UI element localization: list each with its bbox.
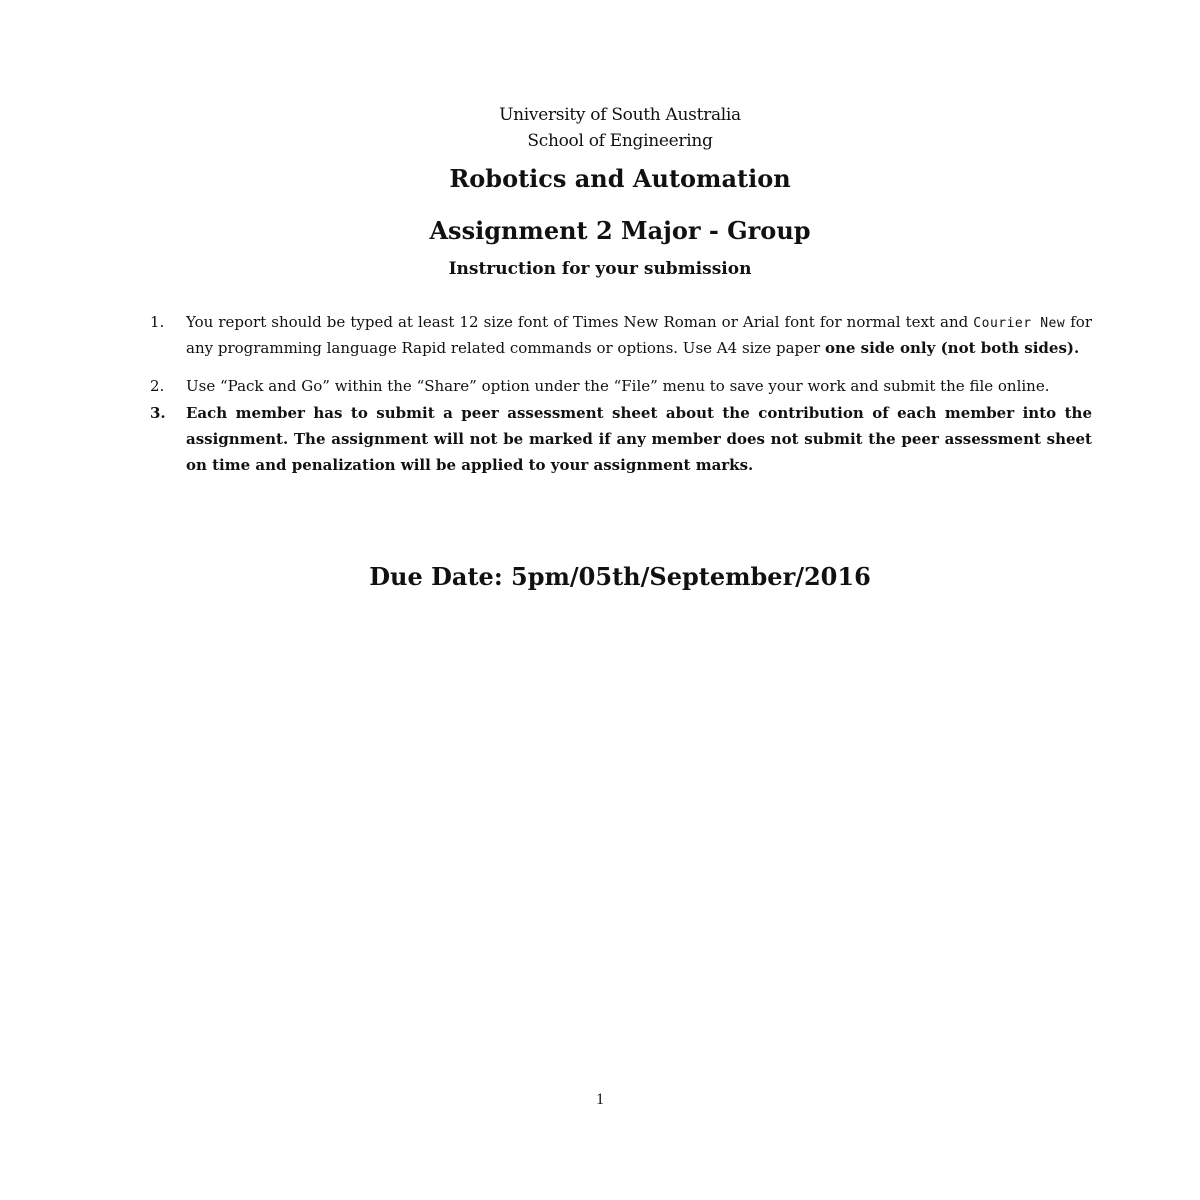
instruction-text: You report should be typed at least 12 size font of Times New Roman or Arial font for normal text and <box>186 313 974 331</box>
instruction-text: Use “Pack and Go” within the “Share” option under the “File” menu to save your work and submit the file online. <box>186 377 1050 395</box>
instruction-item-2 <box>150 374 1092 399</box>
course-title: Robotics and Automation <box>449 164 791 193</box>
assignment-title: Assignment 2 Major - Group <box>429 216 811 245</box>
page-number: 1 <box>596 1091 604 1108</box>
school-name: School of Engineering <box>527 131 713 151</box>
instruction-list <box>150 310 1092 478</box>
instruction-number: 1. <box>150 313 165 331</box>
instruction-text: for any programming language Rapid related commands or options. Use A4 size paper <box>186 313 1093 357</box>
university-name: University of South Australia <box>499 105 741 125</box>
instruction-number: 2. <box>150 377 165 395</box>
instruction-heading: Instruction for your submission <box>448 259 752 279</box>
instruction-emphasis: one side only (not both sides). <box>824 339 1080 357</box>
instruction-number: 3. <box>150 404 166 422</box>
due-date: Due Date: 5pm/05th/September/2016 <box>369 562 871 591</box>
instruction-item-3 <box>150 400 1092 478</box>
instruction-item-1 <box>150 310 1092 361</box>
instruction-text: Each member has to submit a peer assessment sheet about the contribution of each member into the assignment. The assignment will not be marked if any member does not submit the peer assessment sheet on time and penalization will be applied to your assignment marks. <box>186 404 1092 474</box>
code-font-example: Courier New <box>973 316 1066 331</box>
